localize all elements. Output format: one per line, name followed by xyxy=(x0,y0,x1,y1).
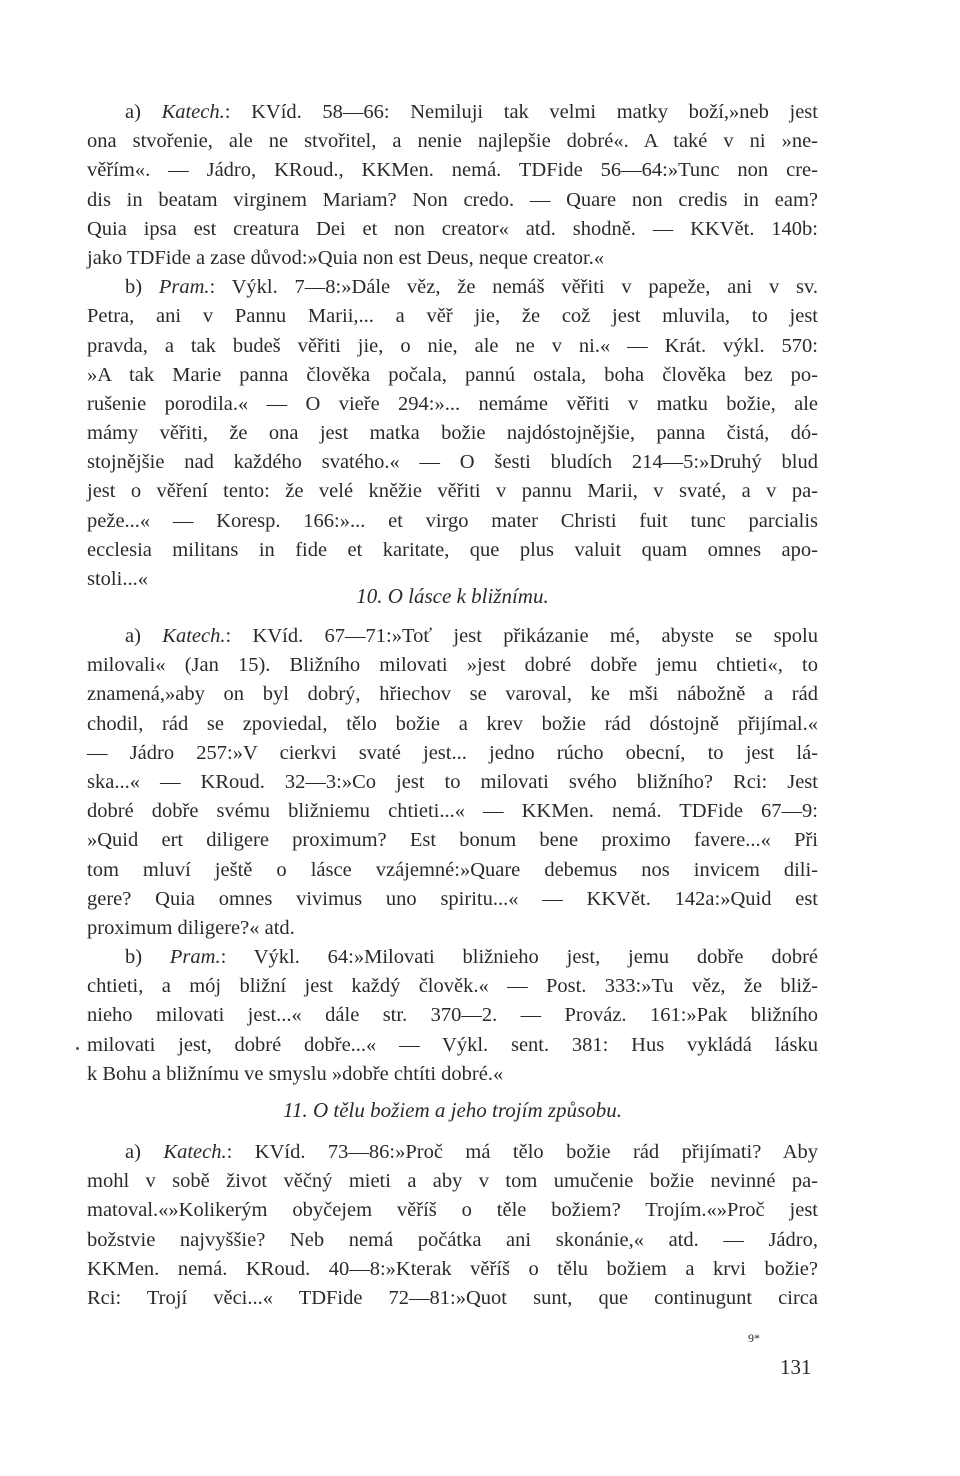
text-line: věřím«. — Jádro, KRoud., KKMen. nemá. TDFide 56—64:»Tunc non cre- xyxy=(87,159,818,182)
page-number: 131 xyxy=(780,1355,812,1379)
text-line: KKMen. nemá. KRoud. 40—8:»Kterak věříš o tělu božiem a krvi božie? xyxy=(87,1257,818,1280)
text-line: chodil, rád se zpoviedal, tělo božie a krev božie rád dóstojně přijímal.« xyxy=(87,712,818,735)
text-line: stoli...« xyxy=(87,568,148,590)
text-line: a) Katech.: KVíd. 73—86:»Proč má tělo božie rád přijímati? Aby xyxy=(125,1141,818,1163)
section-10 xyxy=(87,622,818,1089)
section-heading: 11. O tělu božiem a jeho trojím způsobu. xyxy=(283,1098,622,1122)
text-line: proximum diligere?« atd. xyxy=(87,916,295,939)
text-line: »A tak Marie panna člověka počala, pannú ostala, boha člověka bez po- xyxy=(87,363,818,386)
text-line: »Quid ert diligere proximum? Est bonum bene proximo favere...« Při xyxy=(87,829,818,852)
text-line: jest o věření tento: že velé kněžie věřiti v pannu Marii, v svaté, a v pa- xyxy=(87,480,818,503)
text-line: matoval.«»Kolikerým obyčejem věříš o těle božiem? Trojím.«»Proč jest xyxy=(87,1199,818,1222)
text-line: chtieti, a mój bližní jest každý člověk.« — Post. 333:»Tu věz, že bliž- xyxy=(87,975,818,998)
text-line: a) Katech.: KVíd. 58—66: Nemiluji tak velmi matky boží,»neb jest xyxy=(125,101,818,123)
text-line: peže...« — Koresp. 166:»... et virgo mater Christi fuit tunc parcialis xyxy=(87,509,818,532)
text-line: ecclesia militans in fide et karitate, que plus valuit quam omnes apo- xyxy=(87,538,818,561)
text-line: jako TDFide a zase důvod:»Quia non est Deus, neque creator.« xyxy=(87,246,605,269)
text-line: znamená,»aby on byl dobrý, hřiechov se varoval, ke mši nábožně a rád xyxy=(87,683,818,706)
text-line: a) Katech.: KVíd. 67—71:»Toť jest přikázanie mé, abyste se spolu xyxy=(125,625,818,647)
text-line: rušenie porodila.« — O vieře 294:»... nemáme věřiti v matku božie, ale xyxy=(87,392,818,415)
text-line: Quia ipsa est creatura Dei et non creator« atd. shodně. — KKVět. 140b: xyxy=(87,217,818,240)
text-line: milovati jest, dobré dobře...« — Výkl. sent. 381: Hus vykládá lásku xyxy=(87,1033,818,1056)
text-line: pravda, a tak budeš věřiti jie, o nie, ale ne v ni.« — Krát. výkl. 570: xyxy=(87,334,818,357)
text-line: k Bohu a bližnímu ve smyslu »dobře chtíti dobré.« xyxy=(87,1062,504,1085)
text-line: b) Pram.: Výkl. 7—8:»Dále věz, že nemáš věřiti v papeže, ani v sv. xyxy=(125,276,818,299)
text-line: dobré dobře svému bližniemu chtieti...« — KKMen. nemá. TDFide 67—9: xyxy=(87,800,818,823)
text-line: božstvie najvyššie? Neb nemá počátka ani skonánie,« atd. — Jádro, xyxy=(87,1228,818,1251)
text-line: dis in beatam virginem Mariam? Non credo. — Quare non credis in eam? xyxy=(87,188,818,211)
text-line: Petra, ani v Pannu Marii,... a věř jie, že což jest mluvila, to jest xyxy=(87,305,818,328)
text-line: ona stvořenie, ale ne stvořitel, a nenie najlepšie dobré«. A také v ni »ne- xyxy=(87,130,818,153)
section-top xyxy=(87,98,818,594)
text-line: tom mluví ještě o lásce vzájemné:»Quare debemus nos invicem dili- xyxy=(87,858,818,881)
section-heading: 10. O lásce k bližnímu. xyxy=(356,584,549,608)
text-line: gere? Quia omnes vivimus uno spiritu...« — KKVět. 142a:»Quid est xyxy=(87,887,818,910)
section-11 xyxy=(87,1138,818,1313)
text-line: stojnějšie nad každého svatého.« — O šesti bludích 214—5:»Druhý blud xyxy=(87,451,818,474)
text-line: nieho milovati jest...« dále str. 370—2. — Prováz. 161:»Pak bližního xyxy=(87,1004,818,1027)
text-line: Rci: Trojí věci...« TDFide 72—81:»Quot sunt, que continugunt circa xyxy=(87,1286,818,1309)
text-line: ska...« — KRoud. 32—3:»Co jest to milovati svého bližního? Rci: Jest xyxy=(87,770,818,793)
text-line: milovali« (Jan 15). Bližního milovati »jest dobré dobře jemu chtieti«, to xyxy=(87,654,818,677)
signature-mark: 9* xyxy=(748,1331,760,1345)
text-line: b) Pram.: Výkl. 64:»Milovati bližnieho jest, jemu dobře dobré xyxy=(125,946,818,969)
text-line: — Jádro 257:»V cierkvi svaté jest... jedno rúcho obecní, to jest lá- xyxy=(87,741,818,764)
margin-mark xyxy=(76,1047,79,1050)
text-line: mámy věřiti, že ona jest matka božie najdóstojnějšie, panna čistá, dó- xyxy=(87,422,818,445)
text-line: mohl v sobě život věčný mieti a aby v tom umučenie božie nevinné pa- xyxy=(87,1170,818,1193)
